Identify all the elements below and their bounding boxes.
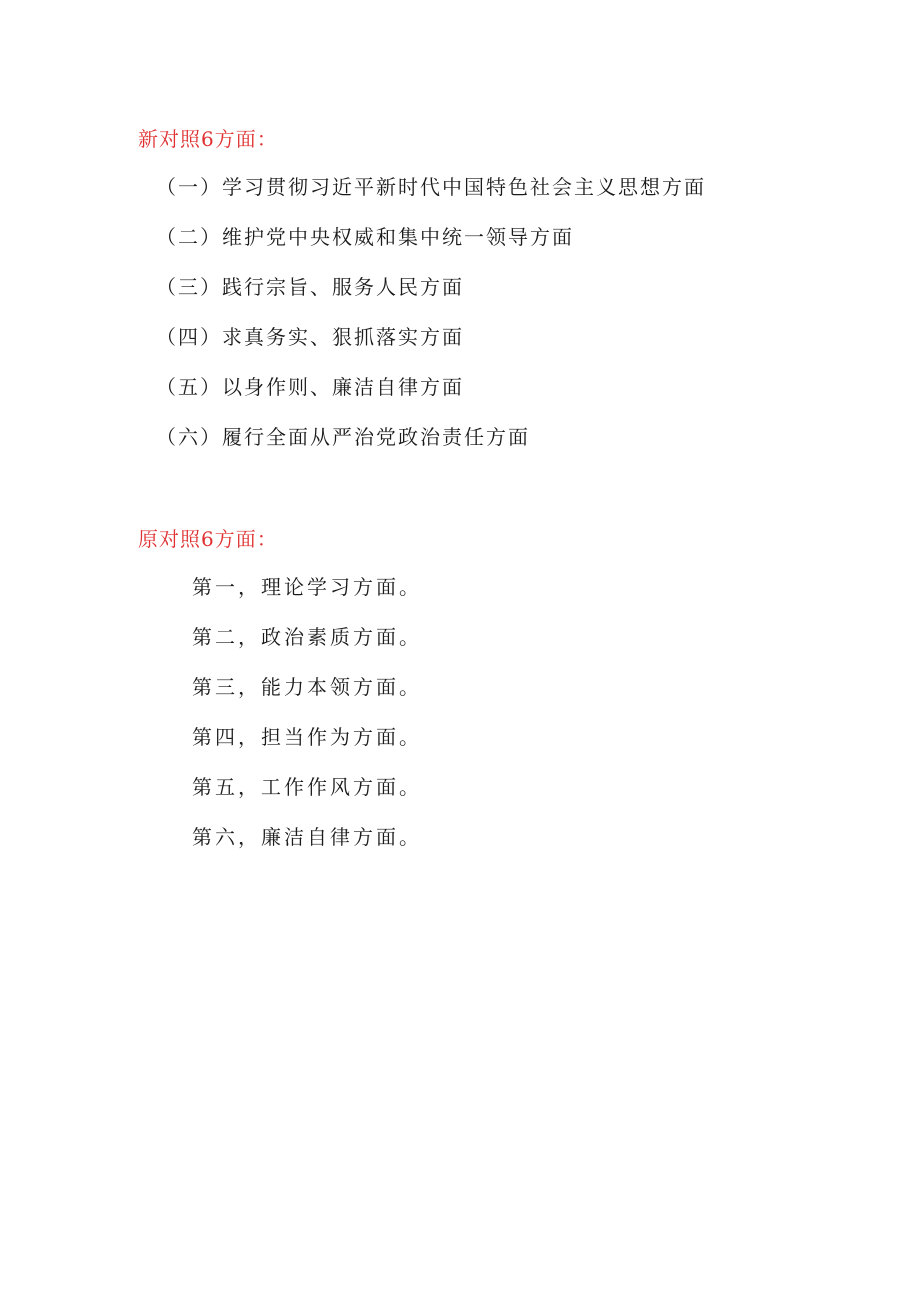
old-aspects-list	[192, 573, 422, 873]
old-aspect-item: 第五，工作作风方面。	[192, 775, 422, 799]
new-aspect-item: （六）履行全面从严治党政治责任方面	[156, 425, 530, 449]
old-section-heading: 原对照6方面：	[138, 527, 278, 551]
old-aspect-item: 第六，廉洁自律方面。	[192, 825, 422, 849]
new-aspect-item: （一）学习贯彻习近平新时代中国特色社会主义思想方面	[156, 175, 706, 199]
new-aspects-list	[156, 173, 706, 473]
new-aspect-item: （五）以身作则、廉洁自律方面	[156, 375, 464, 399]
old-aspect-item: 第一，理论学习方面。	[192, 575, 422, 599]
old-aspect-item: 第二，政治素质方面。	[192, 625, 422, 649]
new-aspect-item: （三）践行宗旨、服务人民方面	[156, 275, 464, 299]
old-aspect-item: 第三，能力本领方面。	[192, 675, 422, 699]
old-aspect-item: 第四，担当作为方面。	[192, 725, 422, 749]
new-aspect-item: （二）维护党中央权威和集中统一领导方面	[156, 225, 574, 249]
new-section-heading: 新对照6方面：	[138, 127, 278, 151]
new-aspect-item: （四）求真务实、狠抓落实方面	[156, 325, 464, 349]
